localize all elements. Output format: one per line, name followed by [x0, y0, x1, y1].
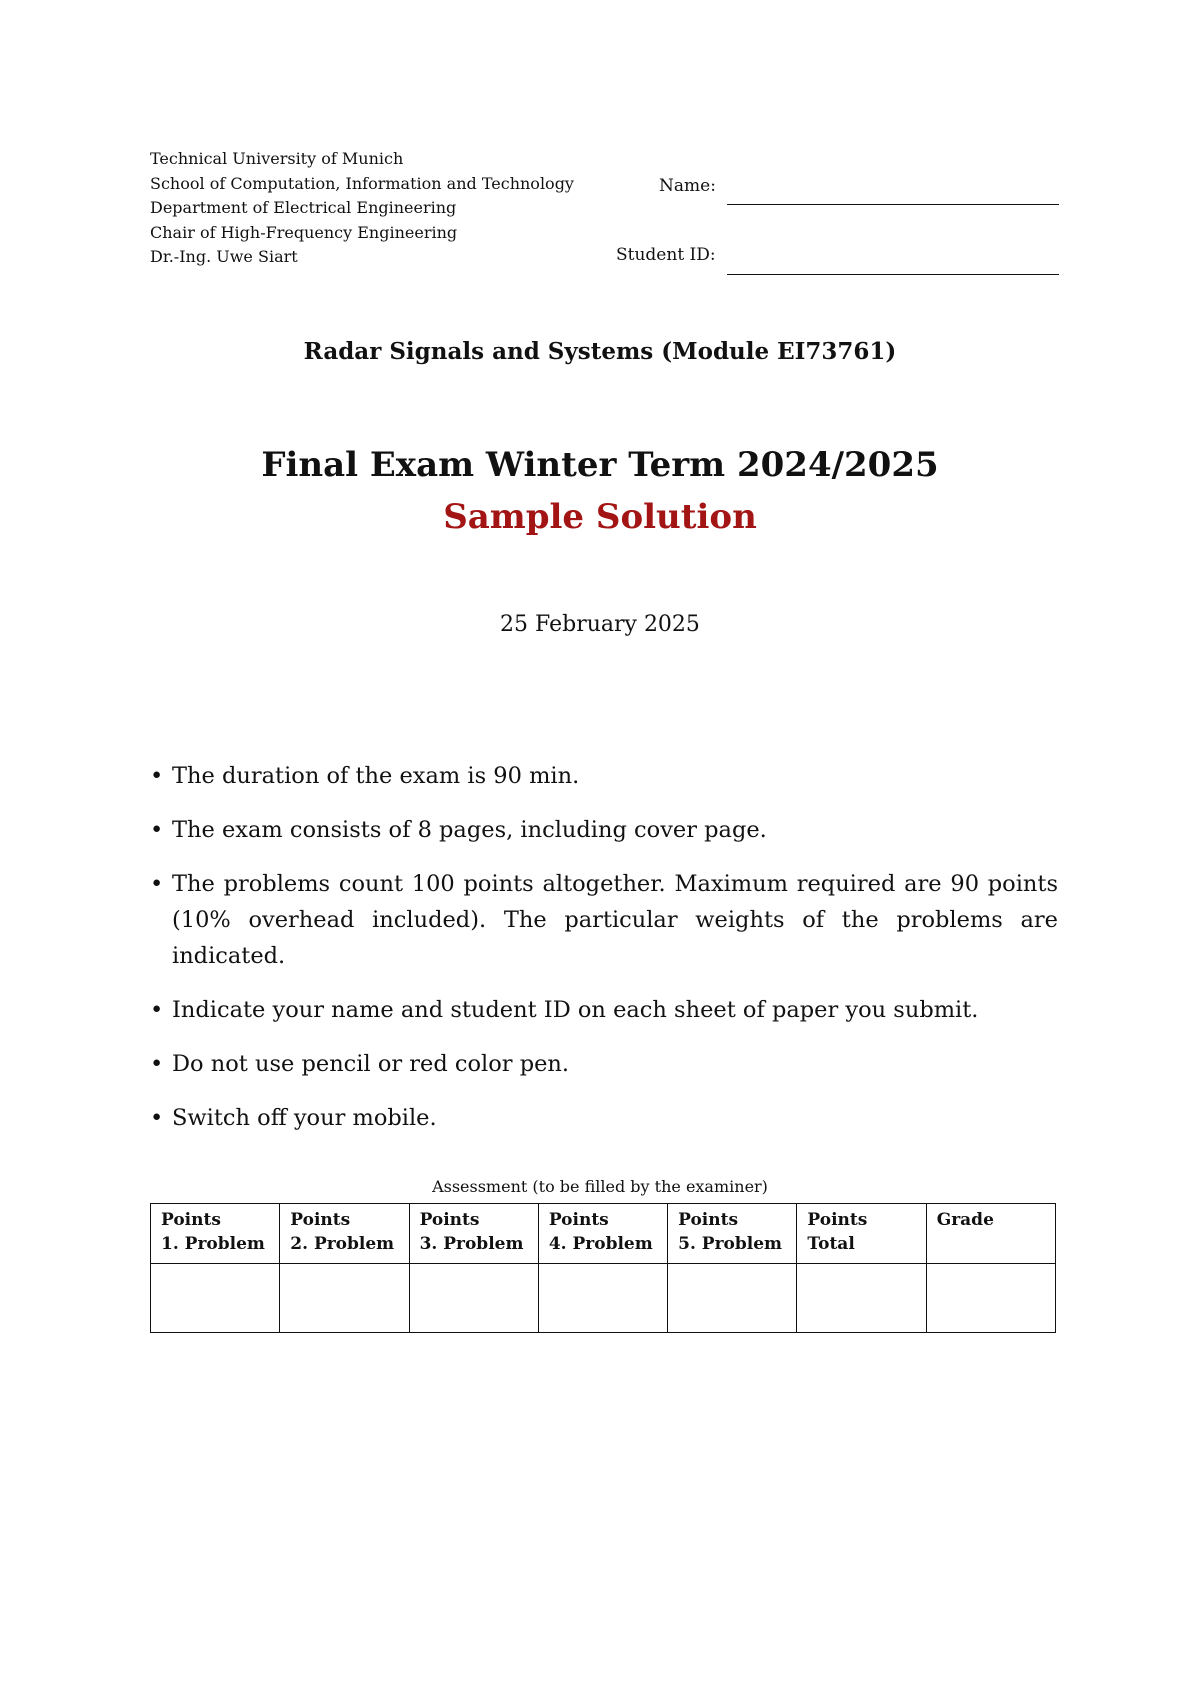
rule-text: The exam consists of 8 pages, including cover page.: [172, 817, 767, 843]
rule-text: The duration of the exam is 90 min.: [172, 763, 580, 789]
rule-item: [148, 992, 1058, 1028]
bullet-icon: •: [150, 763, 164, 789]
name-label: Name:: [659, 176, 716, 196]
rule-text: Indicate your name and student ID on each sheet of paper you submit.: [172, 997, 979, 1023]
rule-item: [148, 758, 1058, 794]
score-cell-problem-3[interactable]: [409, 1264, 538, 1333]
score-cell-grade[interactable]: [926, 1264, 1055, 1333]
assessment-header-cell: Points 5. Problem: [668, 1204, 797, 1264]
institution-school: School of Computation, Information and Technology: [150, 173, 574, 193]
bullet-icon: •: [150, 817, 164, 843]
module-heading: Radar Signals and Systems (Module EI73761): [303, 338, 897, 365]
score-cell-total[interactable]: [797, 1264, 926, 1333]
institution-university: Technical University of Munich: [150, 149, 404, 168]
bullet-icon: •: [150, 1051, 164, 1077]
rule-text: Switch off your mobile.: [172, 1105, 437, 1131]
assessment-header-row: [151, 1204, 1056, 1264]
exam-subtitle: Sample Solution: [443, 497, 757, 537]
rule-item: [148, 866, 1058, 974]
student-id-label: Student ID:: [616, 245, 716, 265]
institution-lecturer: Dr.-Ing. Uwe Siart: [150, 247, 298, 266]
exam-rules-list: [148, 758, 1058, 1154]
student-id-field-line[interactable]: [727, 274, 1059, 275]
score-cell-problem-5[interactable]: [668, 1264, 797, 1333]
name-field-line[interactable]: [727, 204, 1059, 205]
assessment-header-cell: Points 3. Problem: [409, 1204, 538, 1264]
score-cell-problem-2[interactable]: [280, 1264, 409, 1333]
rule-item: [148, 1100, 1058, 1136]
exam-title: Final Exam Winter Term 2024/2025: [261, 445, 939, 485]
institution-block: [150, 147, 574, 270]
assessment-caption: Assessment (to be filled by the examiner): [432, 1177, 768, 1196]
assessment-header-cell: Points 2. Problem: [280, 1204, 409, 1264]
rule-item: [148, 812, 1058, 848]
institution-chair: Chair of High-Frequency Engineering: [150, 222, 458, 242]
assessment-header-cell: Points Total: [797, 1204, 926, 1264]
bullet-icon: •: [150, 997, 164, 1023]
rule-text: The problems count 100 points altogether. Maximum required are 90 points (10% overhead included). The particular weights of the problems are indicated.: [172, 871, 1058, 969]
assessment-header-cell: Points 4. Problem: [538, 1204, 667, 1264]
bullet-icon: •: [150, 1105, 164, 1131]
rule-text: Do not use pencil or red color pen.: [172, 1051, 570, 1077]
score-cell-problem-4[interactable]: [538, 1264, 667, 1333]
exam-date: 25 February 2025: [500, 612, 700, 637]
assessment-header-cell: Grade: [926, 1204, 1055, 1264]
assessment-header-cell: Points 1. Problem: [151, 1204, 280, 1264]
assessment-score-row: [151, 1264, 1056, 1333]
assessment-table: [150, 1203, 1056, 1333]
score-cell-problem-1[interactable]: [151, 1264, 280, 1333]
bullet-icon: •: [150, 871, 164, 897]
rule-item: [148, 1046, 1058, 1082]
institution-department: Department of Electrical Engineering: [150, 198, 457, 217]
